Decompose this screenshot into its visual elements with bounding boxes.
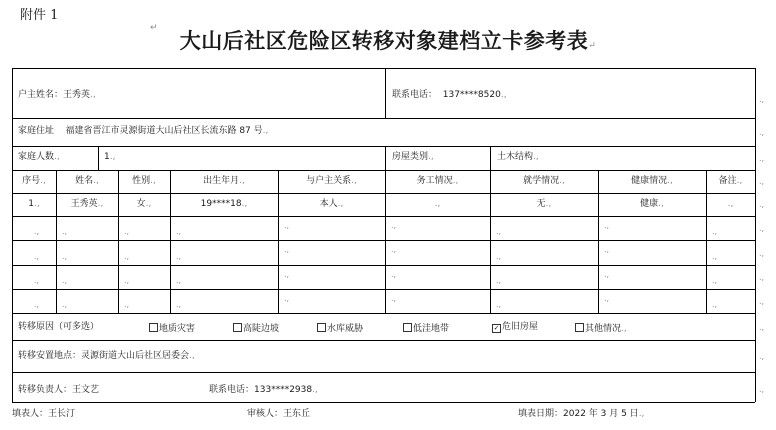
responsible-phone-label: 联系电话： bbox=[209, 385, 255, 395]
phone-value: 137****8520 bbox=[442, 90, 501, 100]
reason-option-steep-slope[interactable]: 高陡边坡 bbox=[233, 323, 279, 334]
col-header-health: 健康情况., bbox=[631, 176, 673, 186]
table-cell: 王秀英., bbox=[70, 199, 104, 209]
col-header-birth: 出生年月., bbox=[203, 176, 245, 186]
col-header-note: 备注., bbox=[718, 176, 743, 186]
checkbox-icon[interactable] bbox=[317, 323, 326, 332]
table-cell: 1., bbox=[28, 199, 40, 209]
col-header-work: 务工情况., bbox=[416, 176, 459, 186]
responsible-label: 转移负责人： bbox=[18, 385, 73, 395]
reviewer: 审核人：王东丘 bbox=[247, 409, 311, 419]
page-title bbox=[0, 30, 776, 51]
responsible-phone: 联系电话：133****2938., bbox=[209, 385, 318, 395]
responsible-value: 王文艺 bbox=[72, 385, 100, 395]
col-header-seq: 序号., bbox=[22, 176, 46, 186]
transfer-reason-label: 转移原因（可多选） bbox=[18, 322, 100, 332]
checkbox-icon[interactable] bbox=[233, 323, 242, 332]
household-phone: 联系电话： 137****8520., bbox=[392, 90, 507, 100]
checkbox-icon[interactable] bbox=[149, 323, 158, 332]
filler: 填表人：王长汀 bbox=[12, 409, 76, 419]
house-structure-label: 土木结构., bbox=[497, 152, 539, 162]
reason-option-old-house[interactable]: ✓ 危旧房屋 bbox=[493, 322, 539, 332]
paragraph-mark-icon: ↵ bbox=[150, 23, 158, 33]
paragraph-mark-icon: ↵ bbox=[588, 41, 597, 51]
table-cell: ., bbox=[434, 199, 441, 209]
checkbox-icon[interactable] bbox=[403, 323, 412, 332]
title-text: 大山后社区危险区转移对象建档立卡参考表 bbox=[179, 28, 589, 53]
family-members-label: 家庭人数., bbox=[18, 152, 60, 162]
table-cell: 本人., bbox=[319, 199, 344, 209]
phone-label: 联系电话： bbox=[392, 90, 438, 100]
table-cell: 无., bbox=[536, 199, 552, 209]
transfer-responsible bbox=[18, 386, 99, 395]
address-value: 福建省晋江市灵源街道大山后社区长流东路 87 号 bbox=[65, 126, 263, 136]
reason-option-geologic[interactable]: 地质灾害 bbox=[149, 323, 195, 334]
head-value: 王秀英 bbox=[63, 90, 91, 100]
house-type-label: 房屋类别., bbox=[392, 152, 434, 162]
reason-option-reservoir[interactable]: 水库威胁 bbox=[317, 323, 363, 334]
family-members-value: 1., bbox=[104, 152, 116, 162]
col-header-name: 姓名., bbox=[75, 176, 99, 186]
table-cell: 健康., bbox=[640, 199, 664, 209]
head-of-household: 户主姓名：王秀英., bbox=[18, 90, 96, 100]
table-cell: 19****18., bbox=[200, 199, 248, 209]
col-header-school: 就学情况., bbox=[523, 176, 565, 186]
attachment-label: 附件 1 bbox=[20, 8, 59, 23]
col-header-relation: 与户主关系., bbox=[306, 176, 357, 186]
table-cell: ., bbox=[727, 199, 734, 209]
col-header-gender: 性别., bbox=[132, 176, 156, 186]
reason-option-other[interactable]: 其他情况., bbox=[575, 323, 627, 334]
checkbox-icon[interactable] bbox=[575, 323, 584, 332]
placement-value: 灵源街道大山后社区居委会 bbox=[81, 351, 190, 361]
placement-location: 转移安置地点：灵源街道大山后社区居委会., bbox=[18, 351, 195, 361]
fill-date: 填表日期：2022 年 3 月 5 日., bbox=[518, 409, 645, 419]
responsible-phone-value: 133****2938 bbox=[254, 385, 313, 395]
address-label: 家庭住址 bbox=[18, 126, 55, 136]
placement-label: 转移安置地点： bbox=[18, 351, 82, 361]
head-label: 户主姓名： bbox=[18, 90, 64, 100]
table-cell: 女., bbox=[136, 199, 152, 209]
family-address: 家庭住址 福建省晋江市灵源街道大山后社区长流东路 87 号., bbox=[18, 126, 269, 136]
checked-checkbox-icon[interactable]: ✓ bbox=[493, 324, 500, 332]
reason-option-lowland[interactable]: 低洼地带 bbox=[403, 323, 449, 334]
